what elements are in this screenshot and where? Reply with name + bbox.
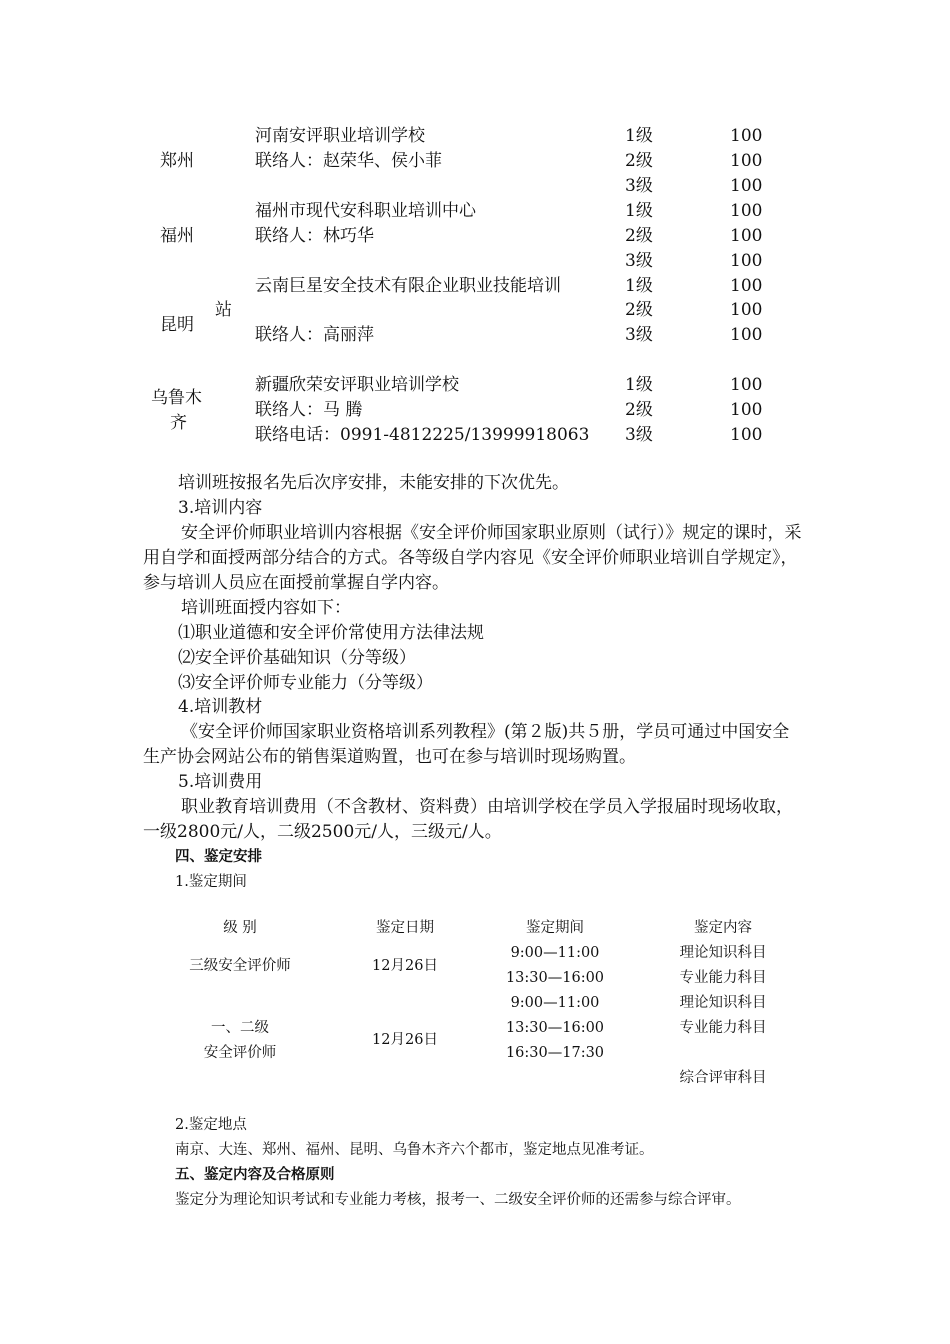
school-name: 新疆欣荣安评职业培训学校 [255, 375, 459, 395]
count: 100 [730, 251, 763, 271]
exam-subject: 理论知识科目 [679, 945, 767, 961]
exam-level: 一、二级 [211, 1020, 269, 1036]
level: 2级 [625, 300, 653, 320]
section-title: 3.培训内容 [178, 498, 263, 518]
exam-time: 13:30—16:00 [505, 1020, 605, 1036]
level: 3级 [625, 176, 653, 196]
exam-date: 12月26日 [372, 1032, 438, 1048]
exam-subject: 专业能力科目 [679, 970, 767, 986]
level: 1级 [625, 276, 653, 296]
school-name: 云南巨星安全技术有限企业职业技能培训 [255, 276, 561, 296]
section-title: 4.培训教材 [178, 697, 263, 717]
exam-location: 南京、大连、郑州、福州、昆明、乌鲁木齐六个都市，鉴定地点见准考证。 [175, 1142, 654, 1158]
level: 2级 [625, 226, 653, 246]
city-kunming: 昆明 [160, 315, 194, 335]
column-header: 级 别 [223, 920, 257, 936]
count: 100 [730, 300, 763, 320]
count: 100 [730, 276, 763, 296]
city-urumqi-line2: 齐 [170, 413, 187, 433]
city-zhengzhou: 郑州 [160, 151, 194, 171]
list-item: ⑶安全评价师专业能力（分等级） [178, 673, 433, 693]
city-suffix: 站 [215, 300, 232, 320]
list-item: ⑴职业道德和安全评价常使用方法律法规 [178, 623, 484, 643]
exam-date: 12月26日 [372, 958, 438, 974]
count: 100 [730, 151, 763, 171]
count: 100 [730, 226, 763, 246]
count: 100 [730, 201, 763, 221]
school-contact: 联络人：赵荣华、侯小菲 [255, 151, 442, 171]
school-phone: 联络电话：0991-4812225/13999918063 [255, 425, 590, 445]
level: 1级 [625, 375, 653, 395]
city-fuzhou: 福州 [160, 226, 194, 246]
part-title: 五、鉴定内容及合格原则 [175, 1167, 335, 1183]
exam-level: 安全评价师 [203, 1045, 277, 1061]
level: 3级 [625, 425, 653, 445]
level: 3级 [625, 325, 653, 345]
column-header: 鉴定期间 [526, 920, 584, 936]
list-item: ⑵安全评价基础知识（分等级） [178, 648, 416, 668]
subsection-title: 1.鉴定期间 [175, 874, 247, 890]
city-urumqi-line1: 乌鲁木 [151, 388, 202, 408]
exam-time: 9:00—11:00 [510, 995, 600, 1011]
count: 100 [730, 126, 763, 146]
column-header: 鉴定内容 [694, 920, 752, 936]
paragraph: 安全评价师职业培训内容根据《安全评价师国家职业原则（试行）》规定的课时，采用自学和面授两部分结合的方式。各等级自学内容见《安全评价师职业培训自学规定》，参与培训人员应在面授前掌握自学内容。 [143, 523, 802, 593]
count: 100 [730, 400, 763, 420]
count: 100 [730, 375, 763, 395]
exam-subject: 综合评审科目 [679, 1070, 767, 1086]
subheading: 培训班面授内容如下： [181, 598, 351, 618]
subsection-title: 2.鉴定地点 [175, 1117, 247, 1133]
column-header: 鉴定日期 [376, 920, 434, 936]
exam-time: 13:30—16:00 [505, 970, 605, 986]
note-order: 培训班按报名先后次序安排，未能安排的下次优先。 [178, 473, 569, 493]
paragraph: 职业教育培训费用（不含教材、资料费）由培训学校在学员入学报届时现场收取，一级2800元/人，二级2500元/人，三级元/人。 [143, 797, 793, 842]
level: 3级 [625, 251, 653, 271]
level: 2级 [625, 400, 653, 420]
exam-subject: 理论知识科目 [679, 995, 767, 1011]
paragraph: 《安全评价师国家职业资格培训系列教程》(第２版)共５册，学员可通过中国安全生产协会网站公布的销售渠道购置，也可在参与培训时现场购置。 [143, 722, 790, 767]
exam-principle: 鉴定分为理论知识考试和专业能力考核，报考一、二级安全评价师的还需参与综合评审。 [175, 1192, 741, 1208]
count: 100 [730, 176, 763, 196]
exam-subject: 专业能力科目 [679, 1020, 767, 1036]
exam-level: 三级安全评价师 [189, 958, 291, 974]
exam-time: 16:30—17:30 [505, 1045, 605, 1061]
part-title: 四、鉴定安排 [175, 849, 262, 865]
school-name: 河南安评职业培训学校 [255, 126, 425, 146]
section-title: 5.培训费用 [178, 772, 263, 792]
school-name: 福州市现代安科职业培训中心 [255, 201, 476, 221]
count: 100 [730, 325, 763, 345]
school-contact: 联络人：马 腾 [255, 400, 363, 420]
exam-time: 9:00—11:00 [510, 945, 600, 961]
level: 1级 [625, 201, 653, 221]
level: 2级 [625, 151, 653, 171]
school-contact: 联络人：高丽萍 [255, 325, 374, 345]
level: 1级 [625, 126, 653, 146]
count: 100 [730, 425, 763, 445]
school-contact: 联络人：林巧华 [255, 226, 374, 246]
